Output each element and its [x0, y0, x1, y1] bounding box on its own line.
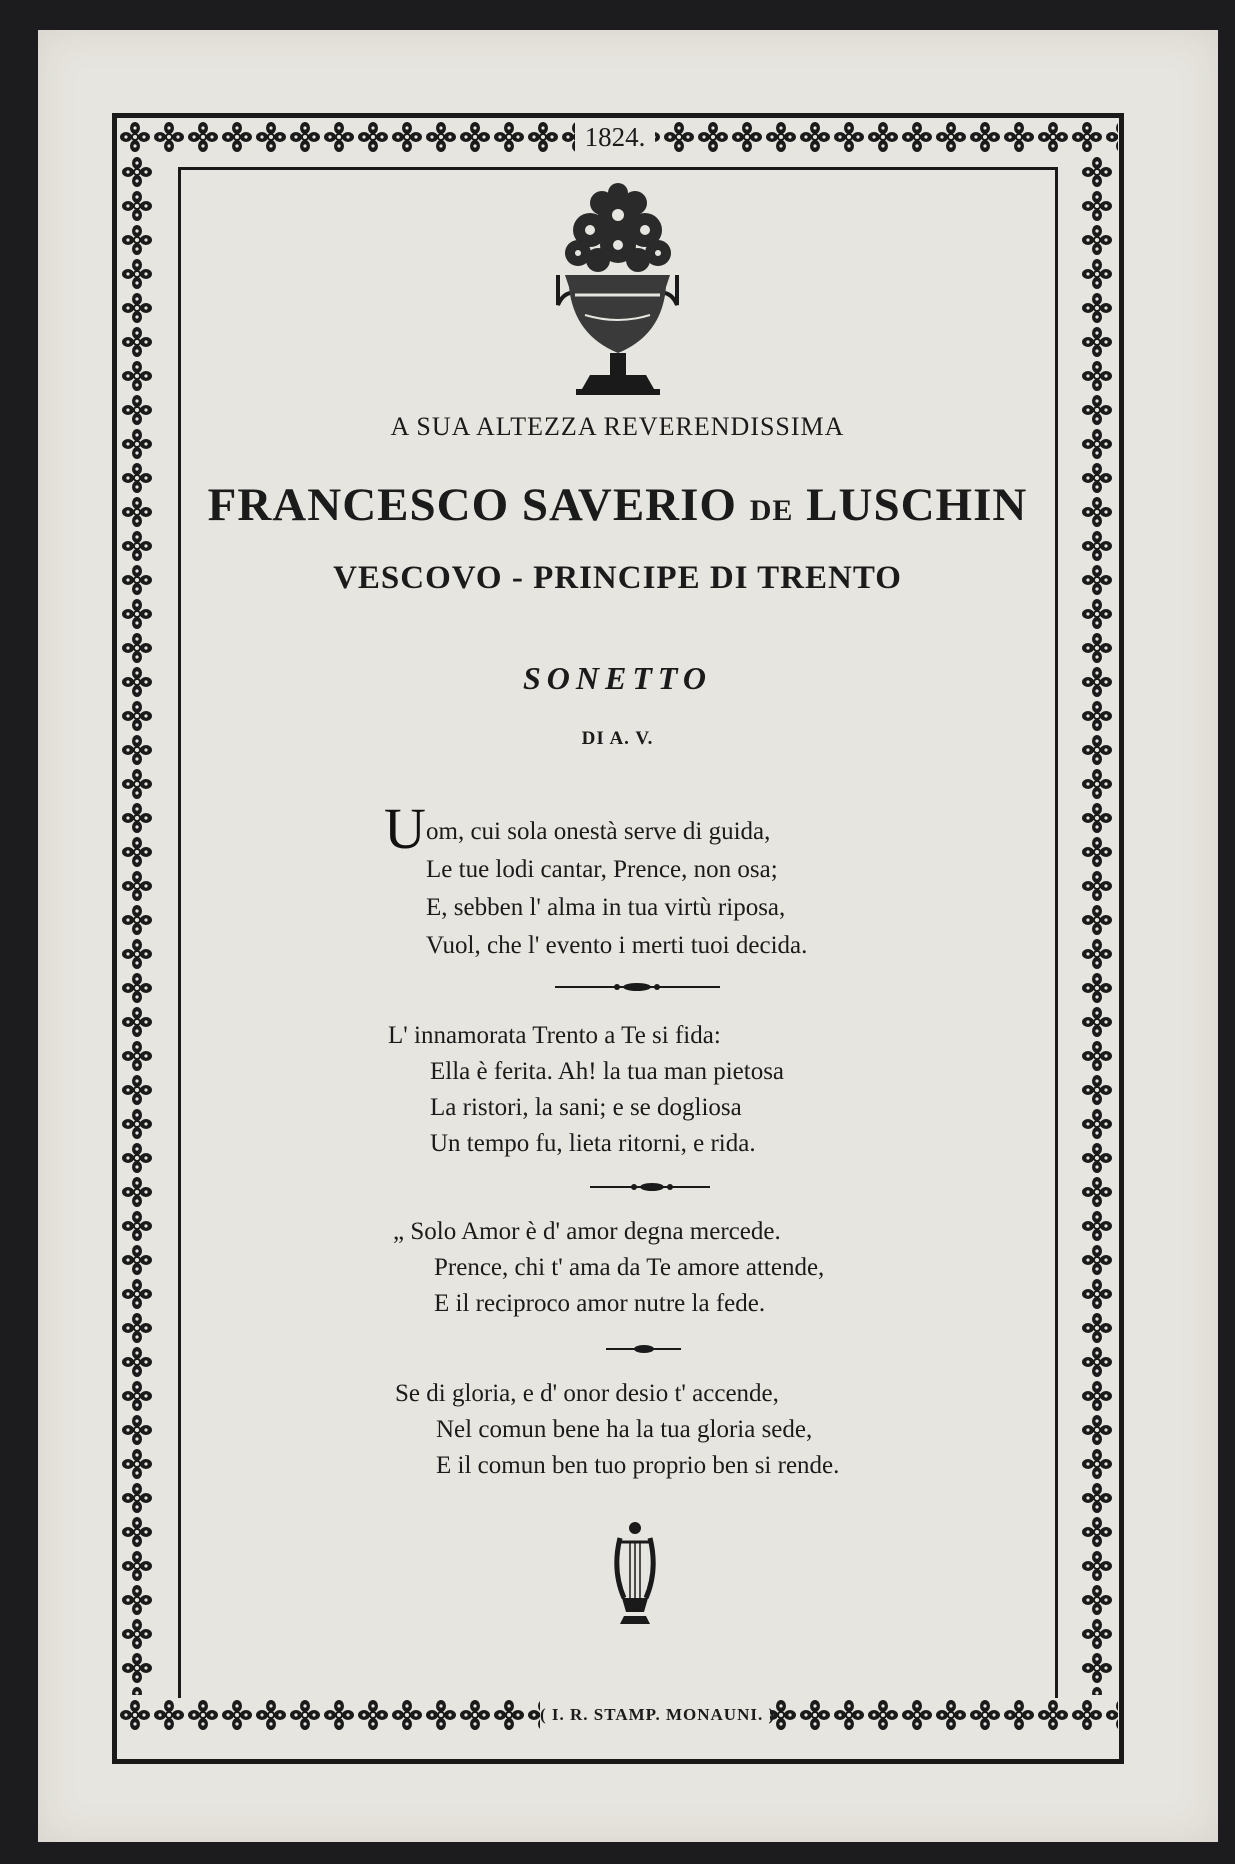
- year-label: 1824.: [575, 120, 655, 154]
- verse-line: om, cui sola onestà serve di guida,: [426, 818, 771, 845]
- verse-line: E il reciproco amor nutre la fede.: [434, 1290, 766, 1317]
- author-line: DI A. V.: [581, 728, 654, 749]
- verse-line: La ristori, la sani; e se dogliosa: [430, 1094, 742, 1121]
- right-floral-frieze: [1080, 155, 1116, 1695]
- stanza-divider: [606, 1342, 681, 1356]
- verse-line: Un tempo fu, lieta ritorni, e rida.: [430, 1130, 756, 1157]
- honoree-name-last: LUSCHIN: [806, 479, 1028, 531]
- verse-line: Ella è ferita. Ah! la tua man pietosa: [430, 1058, 785, 1085]
- stanza-divider: [555, 980, 720, 994]
- printer-imprint: ( I. R. STAMP. MONAUNI. ): [540, 1698, 770, 1732]
- verse-line: Vuol, che l' evento i merti tuoi decida.: [426, 932, 808, 959]
- honoree-name: [0, 478, 1235, 532]
- flower-vase-icon: [540, 175, 695, 405]
- honoree-name-first: FRANCESCO SAVERIO: [207, 479, 737, 531]
- verse-line: Prence, chi t' ama da Te amore attende,: [434, 1254, 825, 1281]
- genre-heading: SONETTO: [523, 660, 712, 696]
- verse-line: Le tue lodi cantar, Prence, non osa;: [426, 856, 778, 883]
- lyre-icon: [610, 1520, 660, 1630]
- left-floral-frieze: [120, 155, 156, 1695]
- verse-line: E il comun ben tuo proprio ben si rende.: [436, 1452, 840, 1479]
- honoree-title: VESCOVO - PRINCIPE DI TRENTO: [333, 560, 902, 596]
- drop-cap: U: [384, 796, 426, 861]
- verse-line: E, sebben l' alma in tua virtù riposa,: [426, 894, 786, 921]
- dedication-line: A SUA ALTEZZA REVERENDISSIMA: [390, 412, 845, 441]
- honoree-name-particle: DE: [749, 494, 794, 527]
- verse-line: L' innamorata Trento a Te si fida:: [388, 1022, 721, 1049]
- stanza-divider: [590, 1180, 710, 1194]
- verse-line: „ Solo Amor è d' amor degna mercede.: [393, 1218, 781, 1245]
- verse-line: Nel comun bene ha la tua gloria sede,: [436, 1416, 813, 1443]
- verse-line: Se di gloria, e d' onor desio t' accende,: [395, 1380, 779, 1407]
